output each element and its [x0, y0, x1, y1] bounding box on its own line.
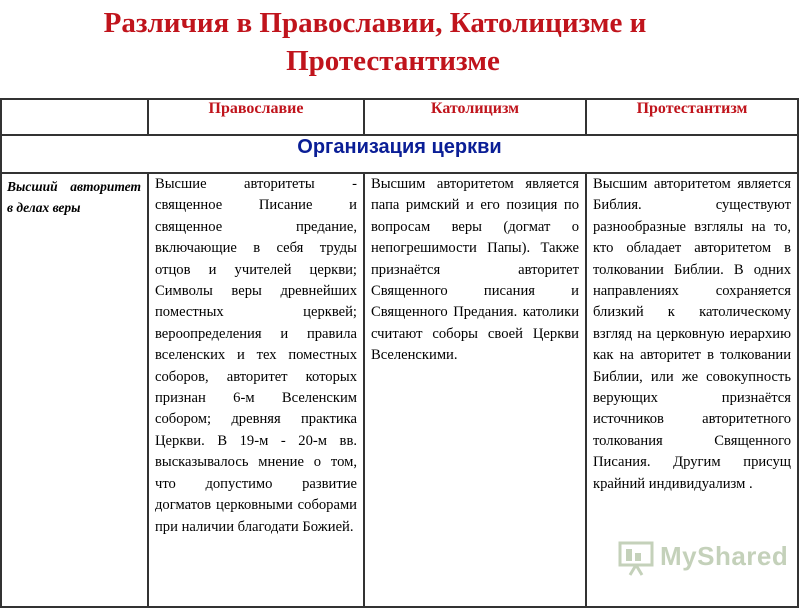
table-header-row [1, 99, 798, 135]
header-protestantism: Протестантизм [586, 99, 798, 135]
cell-catholicism: Высшим авторитетом является папа римский и его позиция по вопросам веры (догмат о непогрешимости Папы). Также признаётся авторитет Священного писания и Священного Предания. католики считают соборы своей Церкви Вселенскими. [364, 173, 586, 607]
header-catholicism: Католицизм [364, 99, 586, 135]
section-title: Организация церкви [1, 135, 798, 173]
slide-title-line-2: Протестантизме [286, 45, 500, 77]
watermark-text: MyShared [660, 541, 789, 571]
cell-protestantism: Высшим авторитетом является Библия. существуют разнообразные взглялы на то, кто обладает авторитетом в толковании Библии. В одних направлениях сохраняется близкий к католическому взгляд на церковную иерархию как на авторитет в толковании Библии, или же совокупность верующих признаётся источников авторитетного толкования Священного Писания. Другим присущ крайний индивидуализм . [586, 173, 798, 607]
slide-title-line-1: Различия в Православии, Католицизме и [103, 7, 647, 39]
row-label: Высший авторитет в делах веры [1, 173, 148, 607]
comparison-table [0, 98, 799, 608]
section-row [1, 135, 798, 173]
slide-title [0, 4, 800, 80]
header-corner-cell [1, 99, 148, 135]
table-row [1, 173, 798, 607]
header-orthodoxy: Православие [148, 99, 364, 135]
cell-orthodoxy: Высшие авторитеты - священное Писание и священное предание, включающие в себя труды отцов и учителей церкви; Символы веры древнейших поместных церквей; вероопределения и правила вселенских и тех поместных соборов, авторитет которых признан 6-м Вселенским собором; древняя практика Церкви. В 19-м - 20-м вв. высказывалось мнение о том, что допустимо развитие догматов церковными соборами при наличии благодати Божией. [148, 173, 364, 607]
